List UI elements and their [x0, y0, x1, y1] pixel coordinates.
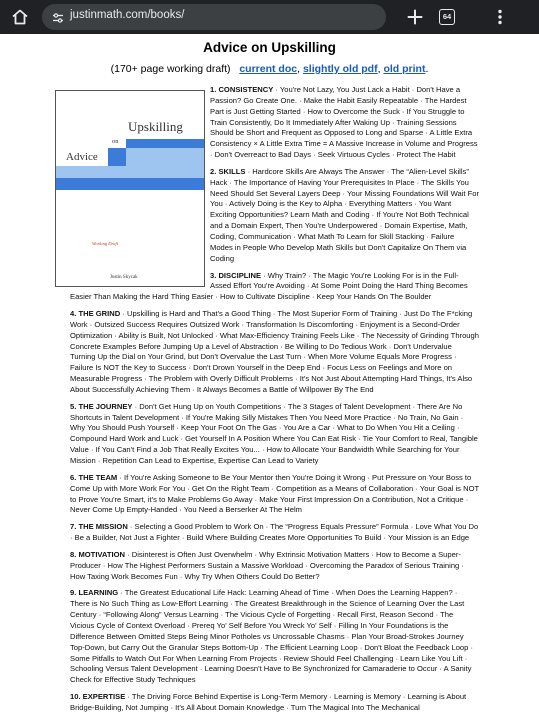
cover-author: Justin Skycak — [110, 275, 138, 280]
section-motivation — [70, 550, 479, 583]
cover-float-spacer — [70, 85, 210, 288]
section-topics: · Why Train? · The Magic You're Looking For is in the Full-Assed Effort You're Avoiding · At Some Point Doing the Hard Thing Becomes Easier Than Making the Hard Thing Easier · How to Cultivate Discipline · Keep Your Hands On The Boulder — [70, 270, 468, 302]
page-title: Advice on Upskilling — [203, 40, 336, 55]
old-pdf-link[interactable]: slightly old pdf — [302, 63, 378, 75]
section-heading: 6. THE TEAM — [70, 472, 118, 482]
site-settings-icon[interactable] — [52, 11, 64, 23]
section-heading: 4. THE GRIND — [70, 309, 121, 319]
table-of-contents — [70, 85, 479, 720]
old-print-link[interactable]: old print — [383, 63, 426, 75]
section-topics: · The Greatest Educational Life Hack: Learning Ahead of Time · When Does the Learning Happen? · There is No Such Thing as Low-Effort Learning · The Greatest Breakthrough in the Science of Learning Over the Last Century · “Following Along” Versus Learning · The Vicious Cycle of Forgetting · Recall First, Reason Second · The Vicious Cycle of Context Overload · Prereq Yo' Self Before You Wreck Yo' Self · Filling In Your Foundations is the Difference Between Omitted Steps Being Minor Potholes vs Uncrossable Chasms · Plan Your Broad-Strokes Journey Top-Down, but Carry Out the Granular Steps Bottom-Up · The Efficient Learning Loop · Don't Bloat the Feedback Loop · Some Pitfalls to Watch Out For When Learning From Projects · Review Should Feel Challenging · Learn Like You Lift · Schooling Versus Talent Development · Learning Doesn't Have to Be Synchronized for Camaraderie to Occur · A Sanity Check for Effective Study Techniques — [70, 588, 474, 685]
link-separator: , — [297, 63, 301, 75]
home-icon[interactable] — [10, 7, 30, 27]
more-menu-icon[interactable] — [490, 7, 510, 27]
section-heading: 3. DISCIPLINE — [210, 270, 262, 280]
cover-title-on: on — [112, 138, 119, 145]
section-topics: · Selecting a Good Problem to Work On · The “Progress Equals Pressure” Formula · Love What You Do · Be a Builder, Not Just a Fighter · Build Where Building Creates More Opportunities To Build · Your Mission is an Edge — [70, 522, 479, 543]
section-the-team — [70, 473, 479, 516]
current-doc-link[interactable]: current doc — [239, 63, 298, 75]
section-learning — [70, 588, 479, 686]
section-topics: · Don't Get Hung Up on Youth Competitions · The 3 Stages of Talent Development · There Are No Shortcuts in Talent Development · If You're Making Silly Mistakes Then You Need More Practice · No Train, No Gain · Why You Should Push Yourself · Keep Your Foot On The Gas · You Are a Car · What to Do When You Hit a Ceiling · Compound Hard Work and Luck · Get Yourself In A Position Where You Can Eat Risk · Tie Your Comfort to Real, Tangible Value · If You Can't Find a Job That Really Excites You... · How to Allocate Your Bandwidth While Searching for Your Mission · Repetition Can Lead to Expertise, Expertise Can Lead to Variety — [70, 401, 478, 465]
section-heading: 2. SKILLS — [210, 166, 246, 176]
section-the-grind — [70, 309, 479, 396]
browser-toolbar — [0, 0, 539, 34]
section-topics: · Upskilling is Hard and That's a Good Thing · The Most Superior Form of Training · Just Do The F*cking Work · Outsized Success Requires Outsized Work · Transformation Is Discomforting · Enjoyment is a Second-Order Optimization · Ability is Built, Not Unlocked · What Max-Efficiency Training Feels Like · The Necessity of Grinding Through Concrete Examples Before Jumping Up a Level of Abstraction · Be Willing to Do Tedious Work · Don't Undervalue Turning Up the Dial on Your Grind, but Don't Overvalue the Last Turn · When More Volume Equals More Progress · Failure Is NOT the Key to Success · Don't Drown Yourself in the Deep End · Focus Less on Feelings and More on Measurable Progress · The Problem with Overly Difficult Problems · It's Not Just About Attempting Hard Things, It's Also About Successfully Achieving Them · It Always Becomes a Battle of Willpower By The End — [70, 309, 479, 394]
url-text[interactable]: justinmath.com/books/ — [70, 9, 185, 21]
section-the-mission — [70, 522, 479, 544]
section-heading: 10. EXPERTISE — [70, 692, 126, 702]
section-the-journey — [70, 402, 479, 467]
cover-subtitle: Working Draft — [92, 241, 118, 246]
section-heading: 5. THE JOURNEY — [70, 401, 133, 411]
tab-switcher-button[interactable]: 64 — [439, 9, 455, 25]
section-topics: · Hardcore Skills Are Always The Answer · The “Alien-Level Skills” Hack · The Importance of Having Your Prerequisites In Place · The Skills You Need Should Set Several Layers Deep · Your Missing Foundations Will Wait For You · Actively Doing is the Key to Alpha · Everything Matters · You Want Exciting Opportunities? Learn Math and Coding · If You're Not Both Technical and a Domain Expert, Then You're Underpowered · Domain Expertise, Math, Coding, Communication · What Math To Learn for Skill Stacking · Failure Modes in People Who Develop Math Skills but Don't Capitalize On Them via Coding — [210, 166, 480, 263]
section-expertise — [70, 692, 479, 714]
section-topics: · The Driving Force Behind Expertise is Long-Term Memory · Learning is Memory · Learning is About Bridge-Building, Not Jumping · It's All About Domain Knowledge · Turn The Magical Into The Mechanical — [70, 692, 467, 712]
draft-note: (170+ page working draft) — [110, 63, 231, 75]
section-topics: · Disinterest is Often Just Overwhelm · Why Extrinsic Motivation Matters · How to Become a Super-Producer · How The Highest Performers Sustain a Massive Workload · Overcoming the Paradox of Serious Training · How Taxing Work Becomes Fun · Why Try When Others Could Do Better? — [70, 549, 464, 581]
address-bar[interactable] — [42, 4, 386, 30]
link-separator: , — [377, 63, 381, 75]
cover-title-upskilling: Upskilling — [128, 119, 183, 134]
section-heading: 7. THE MISSION — [70, 522, 128, 532]
section-heading: 8. MOTIVATION — [70, 549, 125, 559]
section-topics: · If You're Asking Someone to Be Your Mentor then You're Doing it Wrong · Put Pressure on Your Boss to Come Up with More Work For You · Get On the Right Team · Competition as a Means of Collaboration · Your Goal is NOT to Prove You're Smart, it's to Make Problems Go Away · Make Your First Impression On a Contribution, Not a Critique · Never Come Up Empty-Handed · You Need a Berserker At The Helm — [70, 472, 479, 515]
section-topics: · You're Not Lazy, You Just Lack a Habit · Don't Have a Passion? Go Create One. · Make the Habit Easily Repeatable · The Hardest Part is Just Getting Started · How to Overcome the Suck · If You Struggle to Train Consistently, Do It Immediately After Waking Up · Training Sessions Should be Short and Frequent as Opposed to Long and Sparse · A Little Extra Consistency × A Little Extra Time = A Massive Increase in Volume and Progress · Don't Overreact to Bad Days · Seek Virtuous Cycles · Protect The Habit — [210, 85, 478, 160]
cover-title-advice: Advice — [66, 151, 98, 163]
section-heading: 9. LEARNING — [70, 588, 119, 598]
new-tab-icon[interactable] — [405, 7, 425, 27]
section-heading: 1. CONSISTENCY — [210, 85, 274, 94]
link-end-period: . — [425, 63, 429, 75]
draft-links-line — [0, 63, 539, 75]
